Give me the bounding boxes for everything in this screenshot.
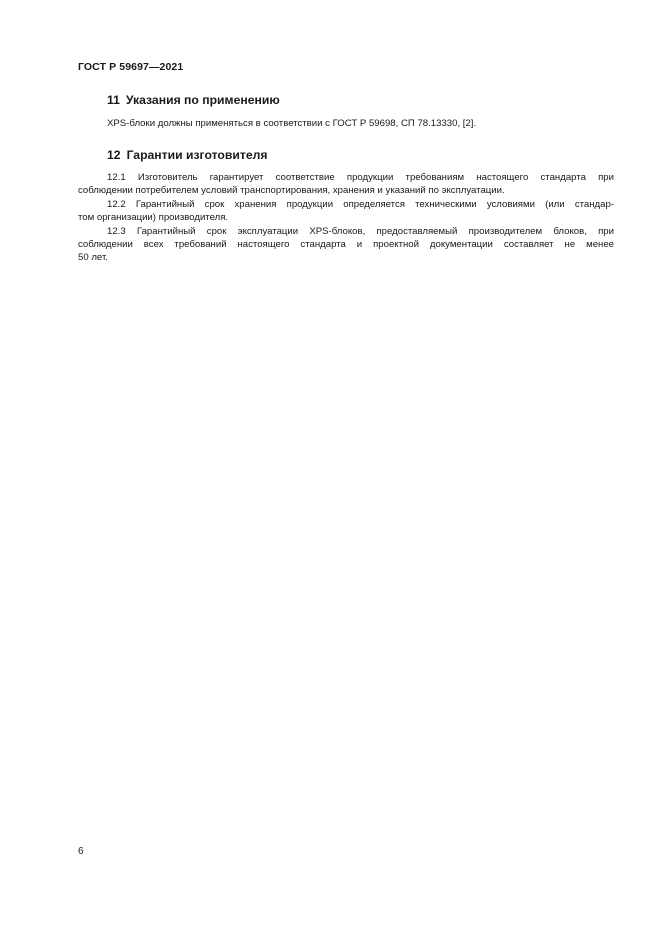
paragraph-line: 50 лет.: [78, 252, 108, 264]
page-number: 6: [78, 846, 84, 857]
paragraph-line: 12.2 Гарантийный срок хранения продукции определяется техническими условиями (или стандар-: [107, 198, 614, 210]
paragraph-line: соблюдении потребителем условий транспортирования, хранения и указаний по эксплуатации.: [78, 185, 505, 197]
section-12-body: [78, 171, 614, 265]
section-12-heading: [107, 148, 267, 162]
paragraph-line: том организации) производителя.: [78, 212, 229, 224]
section-11-heading: [107, 93, 280, 107]
section-title: Указания по применению: [125, 93, 280, 107]
section-title: Гарантии изготовителя: [126, 148, 268, 162]
section-number: 12: [107, 148, 121, 162]
paragraph-line: 12.1 Изготовитель гарантирует соответствие продукции требованиям настоящего стандарта при: [107, 172, 614, 183]
standard-code-header: ГОСТ Р 59697—2021: [78, 61, 184, 73]
paragraph-line: соблюдении всех требований настоящего стандарта и проектной документации составляет не менее: [78, 239, 614, 251]
paragraph-line: XPS-блоки должны применяться в соответствии с ГОСТ Р 59698, СП 78.13330, [2].: [107, 118, 477, 129]
paragraph-12-2: [78, 198, 614, 225]
section-number: 11: [107, 93, 120, 107]
paragraph-line: 12.3 Гарантийный срок эксплуатации XPS-блоков, предоставляемый производителем блоков, при: [107, 225, 614, 237]
paragraph-12-1: [78, 171, 614, 198]
section-11-body: [78, 117, 614, 130]
paragraph-12-3: [78, 225, 614, 265]
